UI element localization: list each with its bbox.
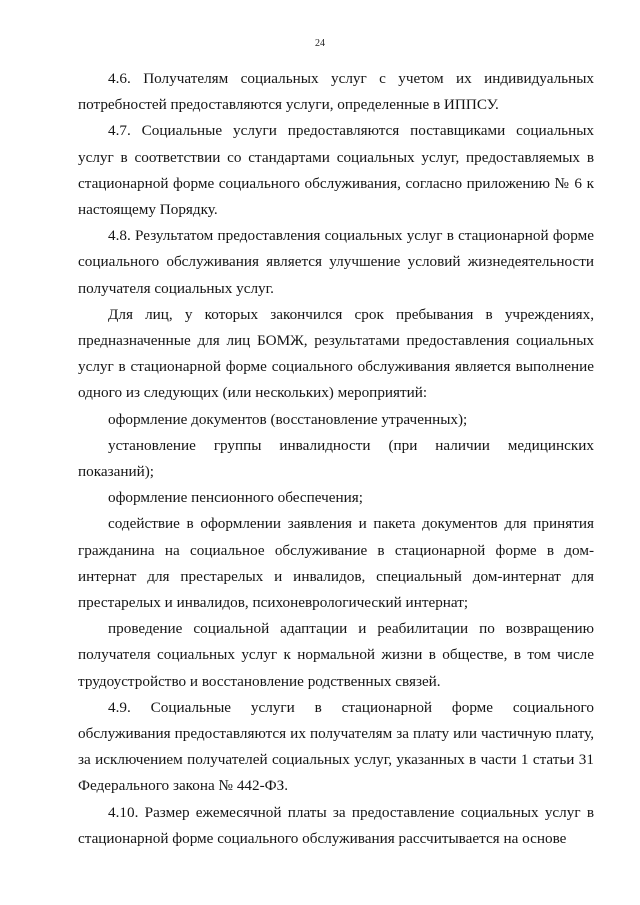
paragraph-4-6: 4.6. Получателям социальных услуг с учетом их индивидуальных потребностей предоставляются услуги, определенные в ИППСУ.	[78, 70, 594, 114]
paragraph-4-10: 4.10. Размер ежемесячной платы за предоставление социальных услуг в стационарной форме социального обслуживания рассчитывается на основе	[78, 803, 594, 847]
paragraph-4-9: 4.9. Социальные услуги в стационарной форме социального обслуживания предоставляются их получателям за плату или частичную плату, за исключением получателей социальных услуг, указанных в части 1 статьи 31 Федерального закона № 442-ФЗ.	[78, 698, 594, 795]
list-item-social-adaptation: проведение социальной адаптации и реабилитации по возвращению получателя социальных услуг к нормальной жизни в обществе, в том числе трудоустройство и восстановление родственных связей.	[78, 620, 594, 690]
list-item-pension: оформление пенсионного обеспечения;	[108, 489, 363, 507]
document-body	[78, 66, 594, 852]
list-item-disability: установление группы инвалидности (при наличии медицинских показаний);	[78, 436, 594, 481]
page-number: 24	[315, 38, 325, 49]
list-item-application-assistance: содействие в оформлении заявления и пакета документов для принятия гражданина на социальное обслуживание в стационарной форме в дом-интернат для престарелых и инвалидов, специальный дом-интернат для престарелых и инвалидов, психоневрологический интернат;	[78, 515, 594, 612]
list-item-documents: оформление документов (восстановление утраченных);	[108, 410, 468, 428]
paragraph-4-8: 4.8. Результатом предоставления социальных услуг в стационарной форме социального обслуживания является улучшение условий жизнедеятельности получателя социальных услуг.	[78, 227, 594, 297]
paragraph-4-7: 4.7. Социальные услуги предоставляются поставщиками социальных услуг в соответствии со стандартами социальных услуг, предоставляемых в стационарной форме социального обслуживания, согласно приложению № 6 к настоящему Порядку.	[78, 122, 594, 219]
paragraph-bomzh-results: Для лиц, у которых закончился срок пребывания в учреждениях, предназначенные для лиц БОМЖ, результатами предоставления социальных услуг в стационарной форме социального обслуживания является выполнение одного из следующих (или нескольких) мероприятий:	[78, 305, 594, 402]
